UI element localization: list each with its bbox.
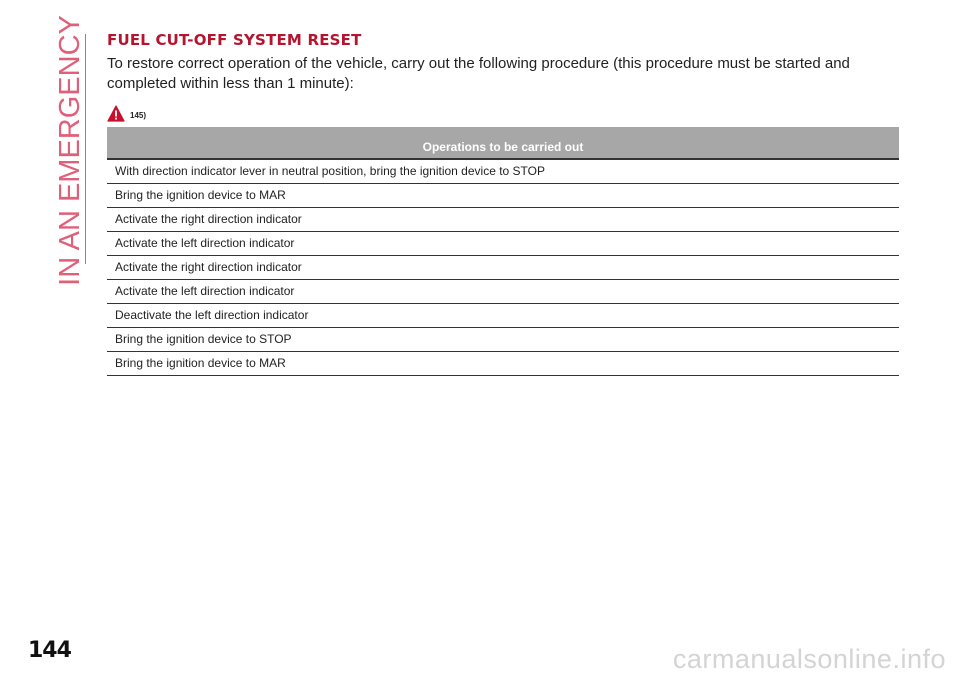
table-cell: With direction indicator lever in neutral position, bring the ignition device to STOP [107,159,899,183]
table-cell: Activate the left direction indicator [107,231,899,255]
table-row [107,351,899,375]
table-cell: Activate the left direction indicator [107,279,899,303]
chapter-divider [85,34,86,264]
table-row [107,159,899,183]
section-content [107,30,899,122]
table-row [107,207,899,231]
operations-table [107,127,899,376]
table-row [107,183,899,207]
table-header: Operations to be carried out [107,127,899,159]
chapter-tab-label: IN AN EMERGENCY [53,14,86,286]
table-cell: Bring the ignition device to MAR [107,183,899,207]
table-row [107,279,899,303]
warning-triangle-icon [107,105,125,122]
page-number: 144 [28,638,71,663]
table-row [107,231,899,255]
watermark-text: carmanualsonline.info [672,644,946,674]
table-row [107,255,899,279]
table-header-row [107,127,899,159]
table-cell: Activate the right direction indicator [107,255,899,279]
warning-reference: 145) [130,111,147,120]
table-cell: Activate the right direction indicator [107,207,899,231]
chapter-tab [53,14,86,286]
table-cell: Deactivate the left direction indicator [107,303,899,327]
table-row [107,327,899,351]
table-row [107,303,899,327]
table-cell: Bring the ignition device to STOP [107,327,899,351]
warning-note [107,102,899,122]
table-cell: Bring the ignition device to MAR [107,351,899,375]
intro-paragraph: To restore correct operation of the vehicle, carry out the following procedure (this procedure must be started and completed within less than 1 minute): [107,55,850,92]
section-title: FUEL CUT-OFF SYSTEM RESET [107,31,362,49]
